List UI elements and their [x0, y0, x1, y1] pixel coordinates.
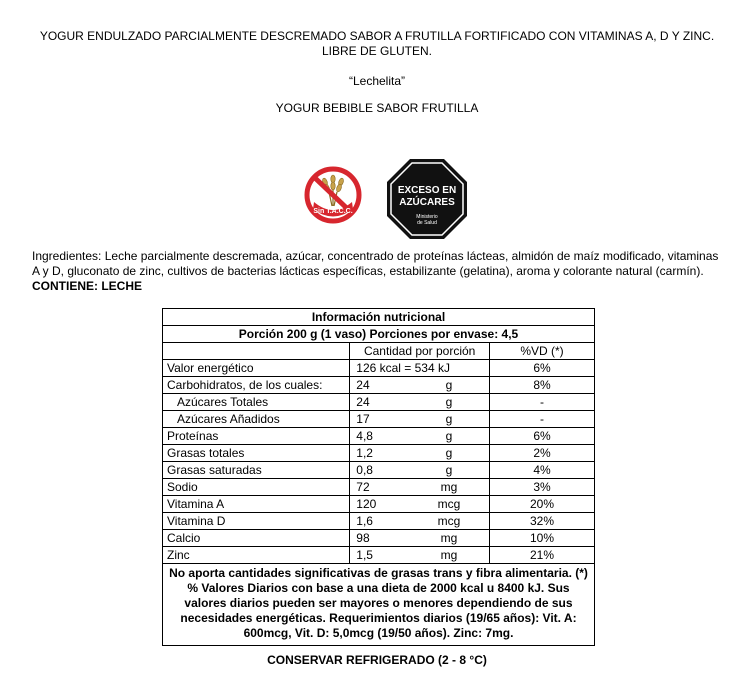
table-row	[163, 360, 595, 377]
nutrient-unit: g	[409, 394, 490, 411]
nutrient-unit: mg	[409, 530, 490, 547]
nutrient-qty: 17	[350, 411, 409, 428]
nutrient-name: Azúcares Añadidos	[163, 411, 350, 428]
nutrient-qty: 120	[350, 496, 409, 513]
nutrient-vd: -	[490, 394, 595, 411]
allergen-warning: CONTIENE: LECHE	[32, 279, 143, 293]
nutrient-vd: 6%	[490, 428, 595, 445]
nutrient-name: Carbohidratos, de los cuales:	[163, 377, 350, 394]
ingredients-list: Ingredientes: Leche parcialmente descremada, azúcar, concentrado de proteínas lácteas, almidón de maíz modificado, vitaminas A y D, gluconato de zinc, cultivos de bacterias lácticas específicas, estabilizante (gelatina), aroma y colorante natural (carmín).	[32, 249, 719, 278]
nutrient-unit: g	[409, 377, 490, 394]
product-title: YOGUR ENDULZADO PARCIALMENTE DESCREMADO SABOR A FRUTILLA FORTIFICADO CON VITAMINAS A, D Y ZINC. LIBRE DE GLUTEN.	[39, 29, 715, 58]
table-row	[163, 445, 595, 462]
table-row	[163, 496, 595, 513]
seal-line4: de Salud	[417, 220, 437, 226]
nutrient-vd: 4%	[490, 462, 595, 479]
nutrient-qty: 4,8	[350, 428, 409, 445]
nutrient-name: Grasas totales	[163, 445, 350, 462]
brand-name: “Lechelita”	[348, 74, 406, 88]
nutrient-vd: 3%	[490, 479, 595, 496]
table-row	[163, 428, 595, 445]
nutrient-name: Valor energético	[163, 360, 350, 377]
nutrition-footnote: No aporta cantidades significativas de grasas trans y fibra alimentaria. (*) % Valores Diarios con base a una dieta de 2000 kcal u 8400 kJ. Sus valores diarios pueden ser mayores o menores dependiendo de sus necesidades energéticas. Requerimientos diarios (19/65 años): Vit. A: 600mcg, Vit. D: 5,0mcg (19/50 años). Zinc: 7mg.	[163, 564, 595, 646]
table-row	[163, 479, 595, 496]
nutrient-vd: 32%	[490, 513, 595, 530]
nutrient-unit: g	[409, 462, 490, 479]
seal-line3: Ministerio	[416, 214, 438, 220]
nutrient-vd: 21%	[490, 547, 595, 564]
nutrition-column-header	[163, 343, 595, 360]
nutrition-table	[162, 308, 595, 646]
wheat-icon	[303, 162, 363, 228]
col-amount-header: Cantidad por porción	[350, 343, 490, 360]
nutrient-qty: 1,6	[350, 513, 409, 530]
nutrient-vd: 8%	[490, 377, 595, 394]
table-row	[163, 377, 595, 394]
col-vd-header: %VD (*)	[490, 343, 595, 360]
table-row	[163, 394, 595, 411]
nutrient-name: Azúcares Totales	[163, 394, 350, 411]
nutrient-vd: 2%	[490, 445, 595, 462]
nutrient-qty: 24	[350, 394, 409, 411]
storage-instructions: CONSERVAR REFRIGERADO (2 - 8 °C)	[267, 653, 487, 667]
tacc-logo-text: Sin T.A.C.C.	[313, 208, 353, 215]
nutrient-unit: mcg	[409, 496, 490, 513]
table-row	[163, 513, 595, 530]
table-row	[163, 411, 595, 428]
nutrient-unit: mg	[409, 547, 490, 564]
nutrient-unit: g	[409, 428, 490, 445]
nutrient-unit: g	[409, 445, 490, 462]
nutrient-vd: 20%	[490, 496, 595, 513]
nutrient-qty: 24	[350, 377, 409, 394]
nutrient-name: Vitamina D	[163, 513, 350, 530]
nutrient-vd: -	[490, 411, 595, 428]
nutrient-qty: 72	[350, 479, 409, 496]
seal-line1: EXCESO EN	[397, 185, 457, 196]
nutrition-portion: Porción 200 g (1 vaso) Porciones por envase: 4,5	[163, 326, 595, 343]
nutrient-name: Sodio	[163, 479, 350, 496]
nutrient-amount: 126 kcal = 534 kJ	[350, 360, 490, 377]
table-row	[163, 530, 595, 547]
table-row	[163, 547, 595, 564]
nutrient-vd: 10%	[490, 530, 595, 547]
nutrient-qty: 98	[350, 530, 409, 547]
sin-tacc-logo	[303, 162, 363, 228]
seal-line2: AZÚCARES	[399, 197, 455, 208]
nutrition-title: Información nutricional	[163, 309, 595, 326]
nutrient-unit: mg	[409, 479, 490, 496]
nutrient-name: Vitamina A	[163, 496, 350, 513]
table-row	[163, 462, 595, 479]
nutrient-unit: mcg	[409, 513, 490, 530]
nutrient-name: Calcio	[163, 530, 350, 547]
nutrient-name: Zinc	[163, 547, 350, 564]
nutrient-qty: 0,8	[350, 462, 409, 479]
nutrient-vd: 6%	[490, 360, 595, 377]
nutrient-name: Grasas saturadas	[163, 462, 350, 479]
nutrient-qty: 1,2	[350, 445, 409, 462]
nutrient-name: Proteínas	[163, 428, 350, 445]
nutrient-unit: g	[409, 411, 490, 428]
exceso-azucares-seal	[386, 158, 468, 240]
product-subtitle: YOGUR BEBIBLE SABOR FRUTILLA	[275, 101, 479, 115]
ingredients-text	[32, 249, 722, 294]
nutrient-qty: 1,5	[350, 547, 409, 564]
